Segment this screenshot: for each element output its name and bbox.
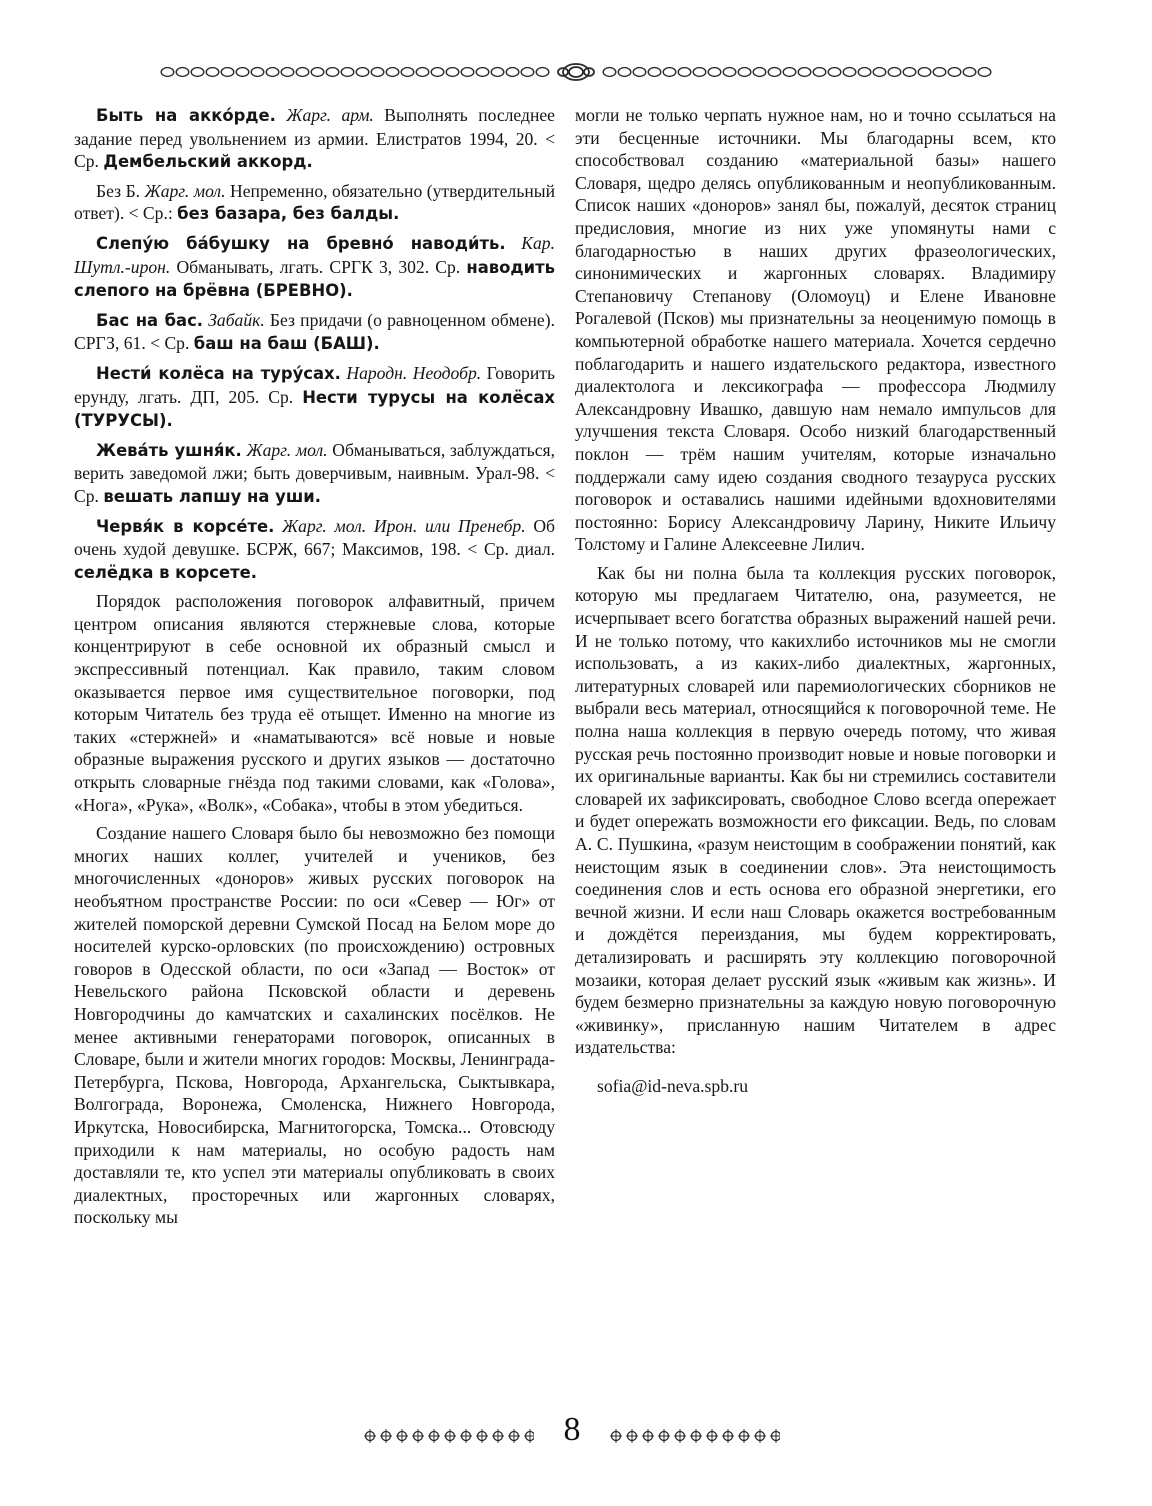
text-run: Говорить ерунду, лгать. ДП, 205. Ср. [74,362,555,407]
chain-link [663,68,676,77]
chain-link [461,68,474,77]
text-paragraph [74,515,555,585]
chain-link [176,68,189,77]
chain-link [708,68,721,77]
usage-label: Народн. Неодобр. [346,362,482,383]
chain-link [431,68,444,77]
usage-label: Кар. Шутл.-ирон. [74,232,555,277]
chain-link [311,68,324,77]
headword: Жева́ть ушня́к. [96,440,242,460]
headword: Червя́к в корсе́те. [96,516,275,536]
text-paragraph [74,104,555,174]
text-run: Как бы ни полна была та коллекция русских поговорок, которую мы предлагаем Читателю, она, разумеется, не исчерпывает всего богатства образных выражений нашей речи. И не только потому, что какихлибо источников мы не смогли использовать, а из каких-либо диалектных, жаргонных, литературных словарей или паремиологических сборников не выбрали весь материал, относящийся к поговорочной теме. Не полна наша коллекция в первую очередь потому, что живая русская речь постоянно производит новые и новые поговорки и их оригинальные варианты. Как бы ни стремились составители словарей их зафиксировать, свободное Слово всегда опережает и будет опережать возможности его фиксации. Ведь, по словам А. С. Пушкина, «разум неистощим в соображении понятий, как неистощим язык в соединении слов». Эта неистощимость соединения слов и есть основа его образной энергетики, его вечной жизни. И если наш Словарь окажется востребованным и дождётся переиздания, мы будем корректировать, детализировать и расширять эту коллекцию поговорочной мозаики, которая делает русский язык «живым как жизнь». И будем безмерно признательны за каждую новую поговорочную «живинку», присланную нашим Читателем в адрес издательства: [575,562,1056,1058]
chain-link [633,68,646,77]
headword: вешать лапшу на уши. [103,486,321,506]
chain-link [783,68,796,77]
usage-label: Жарг. мол. [246,439,328,460]
text-run: Без Б. [96,180,145,201]
headword: Слепу́ю ба́бушку на бревно́ наводи́ть. [96,233,506,253]
text-run: Непременно, обязательно (утвердительный ответ). < Ср.: [74,180,555,224]
right-column [575,104,1056,1104]
chain-link [416,68,429,77]
text-run: Порядок расположения поговорок алфавитный, причем центром описания являются стержневые слова, которые концентрируют в себе основной их образный смысл и экспрессивный потенциал. Как правило, таким словом оказывается первое имя существительное поговорки, под которым Читатель без труда её отыщет. Именно на многие из таких «стержней» и «наматываются» всё новые и новые образные выражения русского и других языков — достаточно открыть словарные гнёзда под такими словами, как «Голова», «Нога», «Рука», «Волк», «Собака», чтобы в этом убедиться. [74,591,555,815]
chain-link [738,68,751,77]
chain-link [723,68,736,77]
text-paragraph [575,562,1056,1059]
chain-link [693,68,706,77]
text-run: Обманываться, заблуждаться, верить заведомой лжи; быть доверчивым, наивным. Урал-98. < Ср. [74,439,555,506]
chain-link [678,68,691,77]
chain-link [491,68,504,77]
footer-ornament-right [608,1424,780,1448]
top-ornament-rule [160,62,992,82]
headword: селёдка в корсете. [74,562,257,582]
text-paragraph [74,362,555,433]
publisher-email[interactable] [575,1075,1056,1098]
chain-link [356,68,369,77]
usage-label: Забайк. [208,309,265,330]
headword: без базара, без балды. [177,204,400,224]
chain-link [648,68,661,77]
chain-link [828,68,841,77]
headword: Бас на бас. [96,310,204,330]
chain-link [903,68,916,77]
chain-link [536,68,549,77]
usage-label: Жарг. арм. [286,105,374,125]
footer-ornament-left [362,1424,534,1448]
text-run: Без придачи (о равноценном обмене). СРГЗ, 61. < Ср. [74,309,555,354]
chain-link [813,68,826,77]
chain-link [191,68,204,77]
center-knot [558,64,594,80]
text-paragraph [74,590,555,816]
chain-link [948,68,961,77]
text-run: Создание нашего Словаря было бы невозможно без помощи многих наших коллег, учителей и учеников, без многочисленных «доноров» живых русских поговорок на необъятном пространстве России: по оси «Север — Юг» от жителей поморской деревни Сумской Посад на Белом море до носителей курско-орловских (по происхождению) островных говоров в Одесской области, по оси «Запад — Восток» от Невельского района Псковской области и деревень Новгородчины до камчатских и сахалинских посёлков. Не менее активными генераторами поговорок, описанных в Словаре, были и жители многих городов: Москвы, Ленинграда-Петербурга, Пскова, Новгорода, Архангельска, Сыктывкара, Волгограда, Воронежа, Смоленска, Нижнего Новгорода, Иркутска, Новосибирска, Магнитогорска, Томска... Отовсюду приходили к нам материалы, но особую радость нам доставляли те, кто успел эти материалы опубликовать в своих диалектных, просторечных или жаргонных словарях, поскольку мы [74,823,555,1228]
chain-link [206,68,219,77]
chain-link [221,68,234,77]
chain-link [618,68,631,77]
usage-label: Жарг. мол. [144,180,226,201]
text-run: Выполнять последнее задание перед увольнением из армии. Елистратов 1994, 20. < Ср. [74,105,555,172]
chain-link [266,68,279,77]
text-paragraph [74,309,555,356]
chain-link [858,68,871,77]
chain-link [888,68,901,77]
text-run [506,233,522,253]
chain-link [401,68,414,77]
text-paragraph [74,180,555,226]
chain-link [963,68,976,77]
text-paragraph [575,104,1056,556]
chain-link [236,68,249,77]
chain-link [386,68,399,77]
chain-link [446,68,459,77]
chain-link [933,68,946,77]
text-run [276,105,286,125]
chain-link [753,68,766,77]
text-run: могли не только черпать нужное нам, но и точно ссылаться на эти бесценные источники. Мы благодарны всем, кто способствовал созданию «материальной базы» нашего Словаря, щедро делясь опубликованным и неопубликованным. Список наших «доноров» занял бы, пожалуй, десяток страниц предисловия, многие из них уже упомянуты нами с благодарностью в наших других фразеологических, синонимических и жаргонных словарях. Владимиру Степановичу Степанову (Оломоуц) и Елене Ивановне Рогалевой (Псков) мы признательны за неоценимую помощь в компьютерной обработке нашего материала. Хочется сердечно поблагодарить и нашего издательского редактора, известного диалектолога и лексикографа — профессора Людмилу Александровну Ивашко, давшую нам немало импульсов для улучшения текста Словаря. Особо низкий благодарственный поклон — трём нашим учителям, которые изначально поддержали саму идею создания сводного тезауруса русских поговорок и оставались нашими идейными вдохновителями постоянно: Борису Александровичу Ларину, Никите Ильичу Толстому и Галине Алексеевне Лилич. [575,105,1056,555]
chain-link [978,68,991,77]
usage-label: Жарг. мол. Ирон. или Пренебр. [282,515,526,536]
chain-link [341,68,354,77]
chain-link [371,68,384,77]
left-column [74,104,555,1235]
chain-link [251,68,264,77]
headword: наводить слепого на брёвна (БРЕВНО). [74,257,555,301]
chain-link [326,68,339,77]
text-paragraph [74,232,555,303]
text-paragraph [74,822,555,1229]
chain-link [296,68,309,77]
headword: Нести турусы на колёсах (ТУРУСЫ). [74,387,555,431]
text-run: sofia@id-neva.spb.ru [597,1075,749,1096]
chain-link [161,68,174,77]
chain-link [521,68,534,77]
chain-link [873,68,886,77]
chain-link [506,68,519,77]
text-run [274,516,282,536]
headword: Дембельский аккорд. [103,152,313,172]
chain-link [603,68,616,77]
headword: баш на баш (БАШ). [193,334,380,354]
chain-link [843,68,856,77]
page-number: 8 [563,1411,581,1448]
chain-link [768,68,781,77]
chain-link [476,68,489,77]
chain-link [281,68,294,77]
chain-link [918,68,931,77]
text-paragraph [74,439,555,509]
headword: Быть на акко́рде. [96,106,276,125]
text-run: Об очень худой девушке. БСРЖ, 667; Максимов, 198. < Ср. диал. [74,515,556,560]
headword: Нести́ колёса на туру́сах. [96,363,341,383]
chain-link [798,68,811,77]
text-run: Обманывать, лгать. СРГК 3, 302. Ср. [170,256,467,277]
